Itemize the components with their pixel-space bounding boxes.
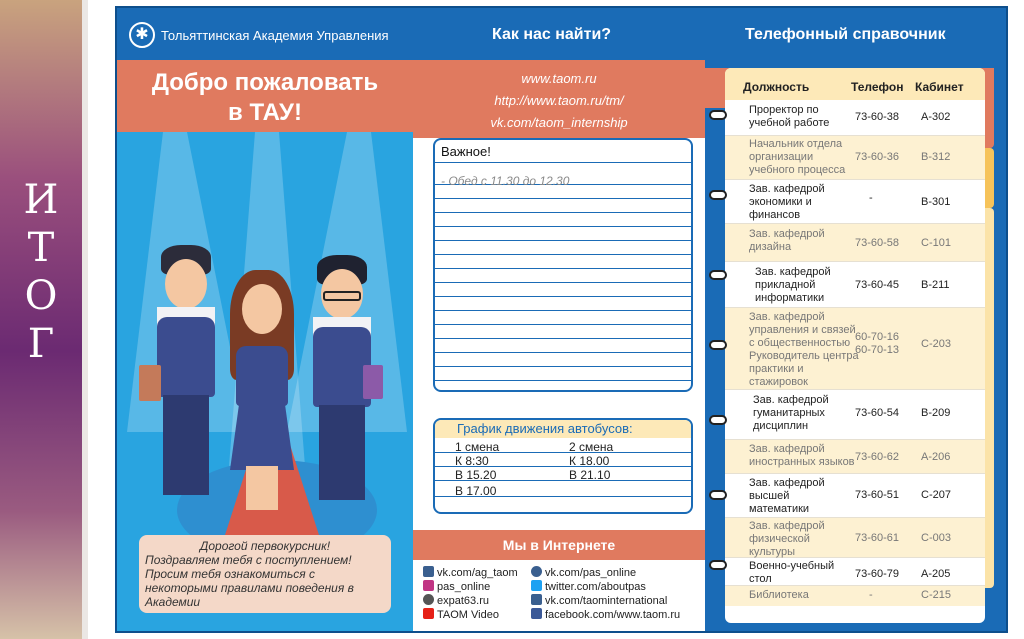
bus-time: В 21.10 <box>569 468 611 482</box>
welcome-banner <box>117 60 413 132</box>
binder-ring <box>709 190 727 200</box>
message-line: Просим тебя ознакомиться с <box>145 567 315 581</box>
row-position: Зав. кафедрой физической культуры <box>749 520 825 558</box>
table-row <box>725 180 985 224</box>
table-row <box>725 440 985 474</box>
row-position: Зав. кафедрой экономики и финансов <box>749 183 825 221</box>
table-row <box>725 558 985 586</box>
table-row <box>725 308 985 390</box>
row-room: С-101 <box>921 237 951 249</box>
row-position: Зав. кафедрой дизайна <box>749 228 825 253</box>
site-link[interactable]: vk.com/taom_internship <box>490 115 628 130</box>
row-position: Зав. кафедрой высшей математики <box>749 477 825 515</box>
link-text: facebook.com/www.taom.ru <box>545 609 681 621</box>
bus-schedule <box>433 418 693 514</box>
note-title: Важное! <box>441 144 491 159</box>
message-line: Дорогой первокурсник! <box>199 539 331 553</box>
row-phone: 73-60-36 <box>855 151 900 163</box>
bus-time: К 18.00 <box>569 454 610 468</box>
circle-icon <box>531 566 542 577</box>
row-position: Зав. кафедрой прикладной информатики <box>755 266 831 304</box>
table-row <box>725 586 985 606</box>
binder-ring <box>709 415 727 425</box>
social-link[interactable] <box>531 608 680 621</box>
student-illustration <box>297 255 387 505</box>
social-link[interactable] <box>531 566 636 579</box>
youtube-icon <box>423 608 434 619</box>
twitter-icon <box>531 580 542 591</box>
row-room: А-302 <box>921 111 951 123</box>
table-row <box>725 224 985 262</box>
row-phone: 73-60-58 <box>855 237 900 249</box>
divider <box>82 0 88 639</box>
side-letter: О <box>24 273 58 319</box>
row-position: Зав. кафедрой гуманитарных дисциплин <box>753 394 829 432</box>
brochure <box>115 6 1008 633</box>
bus-title: График движения автобусов: <box>435 420 691 438</box>
row-room: А-206 <box>921 451 951 463</box>
row-phone: 73-60-45 <box>855 279 900 291</box>
row-room: С-003 <box>921 532 951 544</box>
row-position: Библиотека <box>749 589 809 601</box>
bus-time: К 8:30 <box>455 454 489 468</box>
row-room: В-209 <box>921 407 951 419</box>
instagram-icon <box>423 580 434 591</box>
side-banner <box>0 0 82 639</box>
websites-block <box>413 60 705 138</box>
binder-ring <box>709 560 727 570</box>
binder-ring <box>709 490 727 500</box>
web-title: Мы в Интернете <box>413 530 705 560</box>
message-line: Академии <box>145 595 201 609</box>
bus-time: В 15.20 <box>455 468 497 482</box>
side-letter: И <box>23 177 59 223</box>
message-line: некоторыми правилами поведения в <box>145 581 354 595</box>
welcome-line: в ТАУ! <box>228 99 302 126</box>
row-position: Зав. кафедрой управления и связей с общественностью Руководитель центра практики и стажировок <box>749 311 859 388</box>
vk-icon <box>423 566 434 577</box>
row-room: С-207 <box>921 489 951 501</box>
side-title <box>0 177 82 367</box>
col-room: Кабинет <box>915 80 964 94</box>
find-us-panel <box>413 60 705 631</box>
social-link[interactable] <box>423 566 518 579</box>
directory-header <box>725 68 985 100</box>
row-phone: 73-60-62 <box>855 451 900 463</box>
social-link[interactable] <box>531 594 667 607</box>
phone-title: Телефонный справочник <box>745 26 946 43</box>
site-link[interactable]: www.taom.ru <box>521 71 597 86</box>
message-line: Поздравляем тебя с поступлением! <box>145 553 352 567</box>
bus-shift2-header: 2 смена <box>569 440 614 454</box>
row-room: С-215 <box>921 589 951 601</box>
row-position: Военно-учебный стол <box>749 560 835 585</box>
row-room: В-301 <box>921 196 951 208</box>
facebook-icon <box>531 608 542 619</box>
row-room: А-205 <box>921 568 951 580</box>
bus-time: В 17.00 <box>455 484 497 498</box>
side-letter: Т <box>27 225 55 271</box>
row-phone: 73-60-38 <box>855 111 900 123</box>
col-position: Должность <box>743 80 810 94</box>
phone-directory-panel <box>705 60 1006 631</box>
link-text: vk.com/taominternational <box>545 595 668 607</box>
notebook-tabs <box>985 68 994 588</box>
link-text: vk.com/ag_taom <box>437 567 518 579</box>
table-row <box>725 136 985 180</box>
table-row <box>725 100 985 136</box>
welcome-panel <box>117 60 413 631</box>
binder-ring <box>709 340 727 350</box>
welcome-line: Добро пожаловать <box>151 69 379 96</box>
social-link[interactable] <box>423 594 489 607</box>
binder-ring <box>709 110 727 120</box>
site-link[interactable]: http://www.taom.ru/tm/ <box>494 93 624 108</box>
row-room: С-203 <box>921 338 951 350</box>
row-phone: 73-60-61 <box>855 532 900 544</box>
table-row <box>725 518 985 558</box>
link-text: pas_online <box>437 581 491 593</box>
row-phone: 73-60-79 <box>855 568 900 580</box>
social-link[interactable] <box>423 580 490 593</box>
globe-icon <box>423 594 434 605</box>
important-note <box>433 138 693 392</box>
link-text: TAOM Video <box>437 609 499 621</box>
academy-logo-icon: ✱ <box>129 22 155 48</box>
row-position: Зав. кафедрой иностранных языков <box>749 443 855 468</box>
row-phone: - <box>869 192 873 204</box>
table-row <box>725 474 985 518</box>
link-text: vk.com/pas_online <box>545 567 637 579</box>
col-phone: Телефон <box>851 80 904 94</box>
note-item: - Обед с 11.30 до 12.30 <box>441 174 570 188</box>
header-bar <box>117 8 1006 60</box>
binder-ring <box>709 270 727 280</box>
row-room: В-211 <box>921 279 950 291</box>
find-title: Как нас найти? <box>492 26 612 43</box>
link-text: twitter.com/aboutpas <box>545 581 646 593</box>
vk-icon <box>531 594 542 605</box>
welcome-message <box>139 535 391 613</box>
table-row <box>725 390 985 440</box>
org-name: Тольяттинская Академия Управления <box>161 28 389 43</box>
row-phone: 73-60-54 <box>855 407 900 419</box>
row-phone: 73-60-51 <box>855 489 900 501</box>
social-link[interactable] <box>531 580 646 593</box>
bus-shift1-header: 1 смена <box>455 440 500 454</box>
table-row <box>725 262 985 308</box>
side-letter: Г <box>27 321 55 367</box>
link-text: expat63.ru <box>437 595 489 607</box>
row-position: Проректор по учебной работе <box>749 104 830 129</box>
row-phone: 60-70-16 60-70-13 <box>855 331 900 356</box>
row-room: В-312 <box>921 151 951 163</box>
row-position: Начальник отдела организации учебного процесса <box>749 138 846 176</box>
social-link[interactable] <box>423 608 499 621</box>
row-phone: - <box>869 589 873 601</box>
